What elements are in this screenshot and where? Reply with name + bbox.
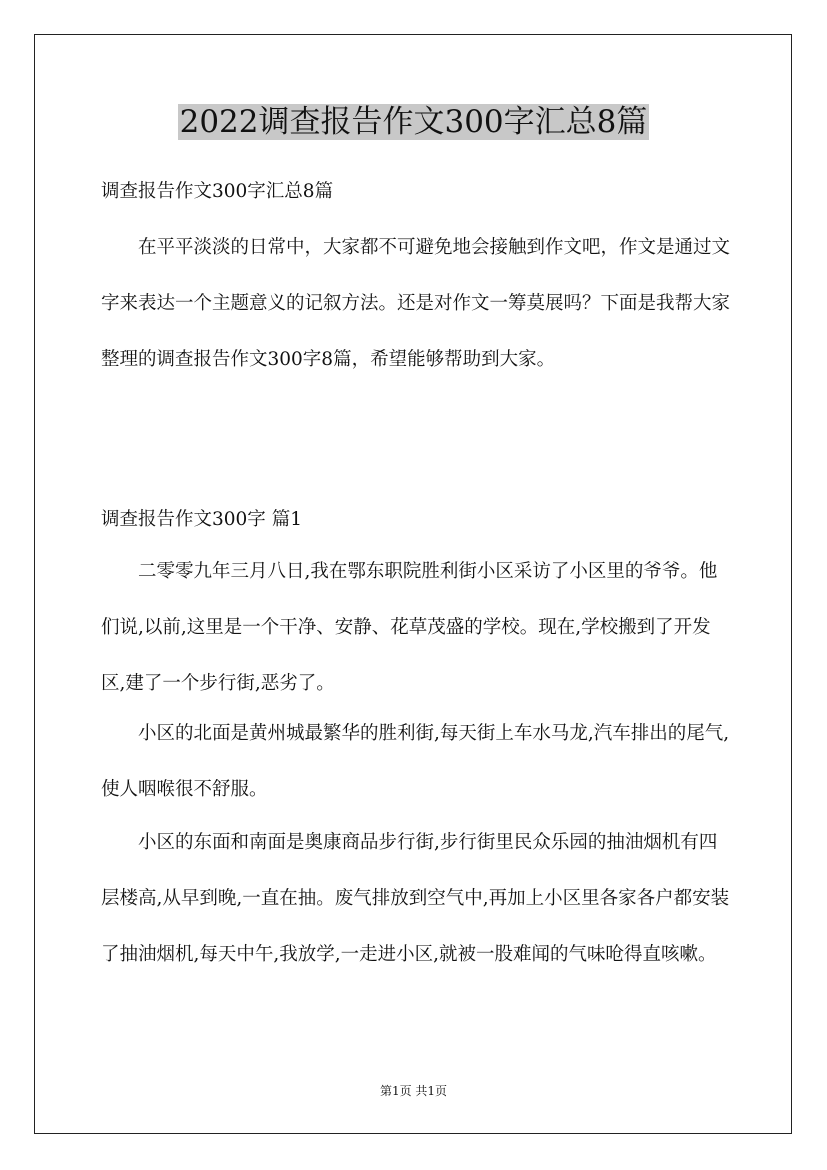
- body-paragraph-3: 小区的东面和南面是奥康商品步行街,步行街里民众乐园的抽油烟机有四层楼高,从早到晚,一直在抽。废气排放到空气中,再加上小区里各家各户都安装了抽油烟机,每天中午,我放学,一走进小区,就被一股难闻的气味呛得直咳嗽。: [101, 832, 730, 965]
- document-subtitle: 调查报告作文300字汇总8篇: [101, 181, 334, 202]
- body-paragraph-2: 小区的北面是黄州城最繁华的胜利街,每天街上车水马龙,汽车排出的尾气,使人咽喉很不舒服。: [101, 723, 730, 800]
- intro-paragraph: 在平平淡淡的日常中，大家都不可避免地会接触到作文吧，作文是通过文字来表达一个主题意义的记叙方法。还是对作文一筹莫展吗？下面是我帮大家整理的调查报告作文300字8篇，希望能够帮助到大家。: [101, 237, 731, 370]
- document-title: 2022调查报告作文300字汇总8篇: [179, 104, 648, 140]
- section-heading: 调查报告作文300字 篇1: [101, 509, 302, 530]
- page-footer: 第1页 共1页: [379, 1084, 448, 1098]
- body-paragraph-1: 二零零九年三月八日,我在鄂东职院胜利街小区采访了小区里的爷爷。他们说,以前,这里是一个干净、安静、花草茂盛的学校。现在,学校搬到了开发区,建了一个步行街,恶劣了。: [101, 561, 718, 694]
